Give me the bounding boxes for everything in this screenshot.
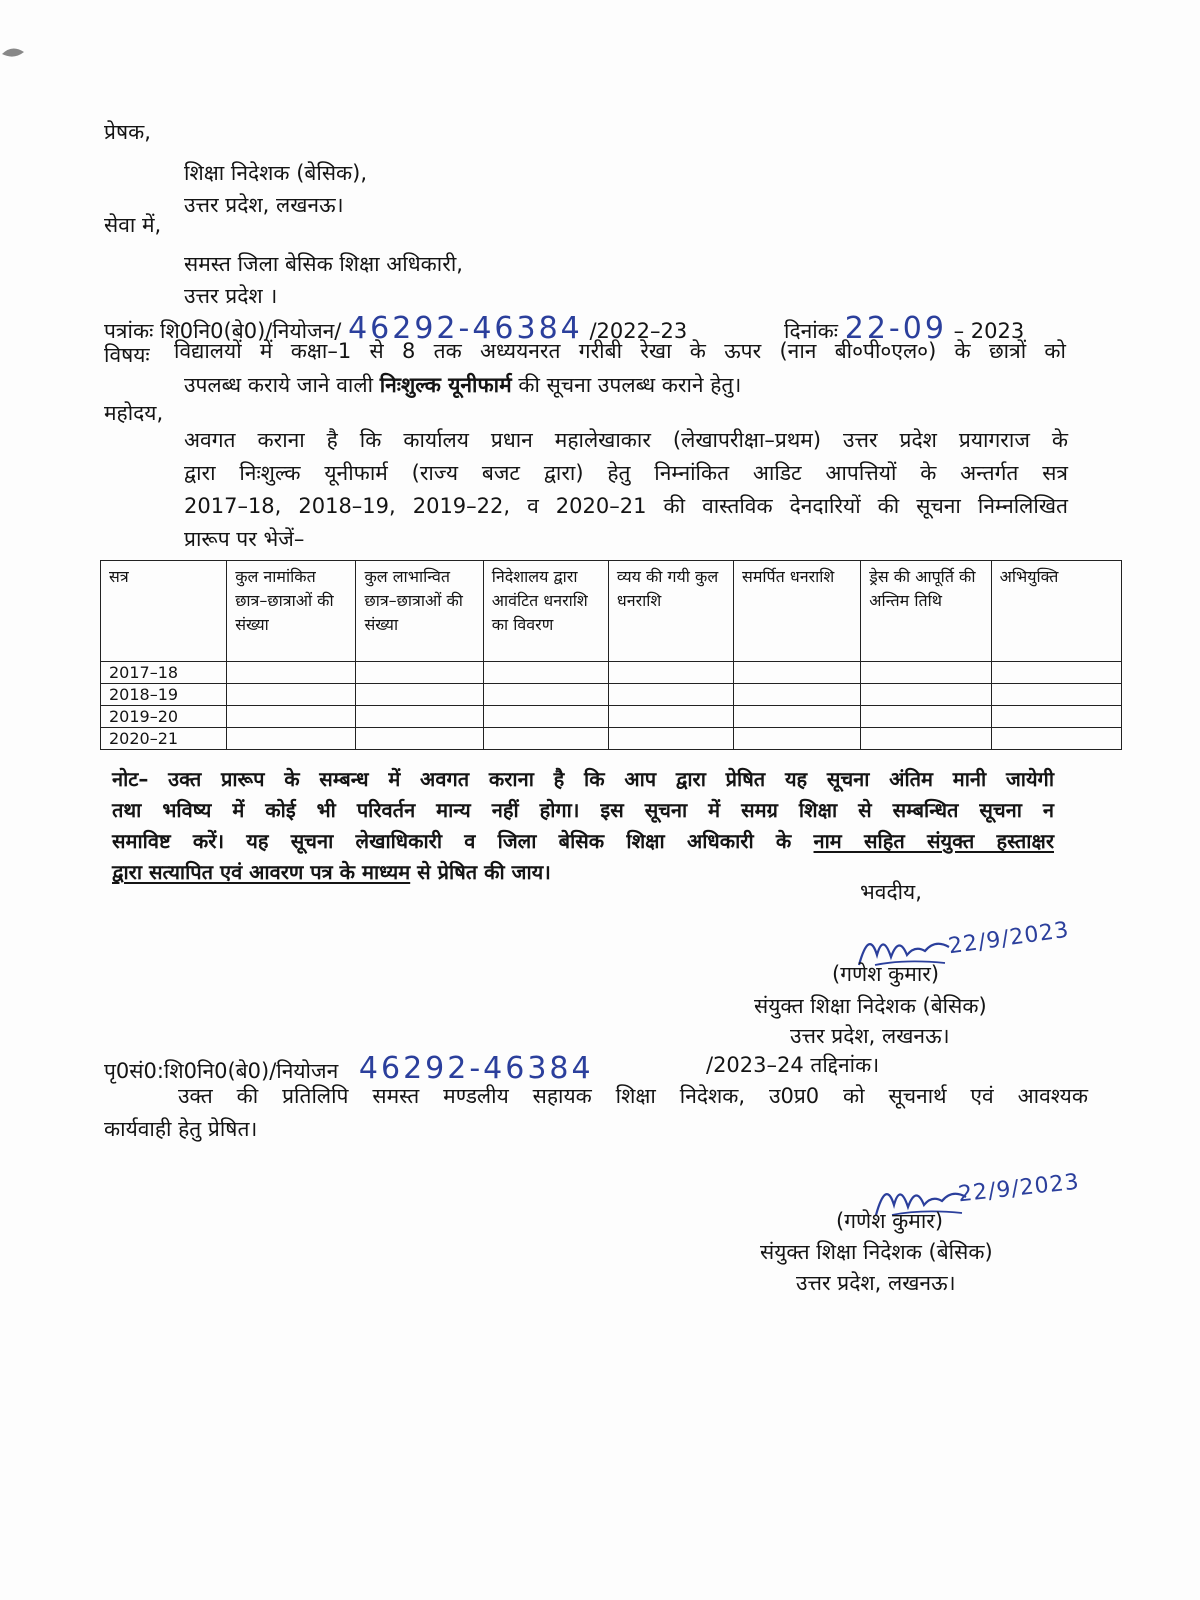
signatory-designation: संयुक्त शिक्षा निदेशक (बेसिक) — [754, 994, 987, 1018]
table-cell — [861, 684, 991, 706]
note-line3-pre: समाविष्ट करें। यह सूचना लेखाधिकारी व जिला बेसिक शिक्षा अधिकारी के — [112, 829, 814, 853]
subject-label: विषयः — [104, 343, 150, 367]
note-line4-post: से प्रेषित की जाय। — [410, 860, 551, 884]
signatory2-place: उत्तर प्रदेश, लखनऊ। — [796, 1271, 956, 1295]
copy-line2: कार्यवाही हेतु प्रेषित। — [104, 1117, 258, 1141]
note-paragraph — [112, 764, 1054, 888]
subject-line2 — [184, 371, 741, 399]
body-paragraph — [184, 424, 1068, 556]
recipient-label: सेवा में, — [104, 213, 162, 237]
note-label: नोट– — [112, 767, 149, 791]
sender-label: प्रेषक, — [104, 120, 151, 144]
table-header-row — [101, 561, 1122, 662]
signatory2-designation: संयुक्त शिक्षा निदेशक (बेसिक) — [760, 1240, 993, 1264]
reference-year: /2022–23 — [589, 319, 688, 343]
table-cell — [861, 662, 991, 684]
table-cell — [608, 706, 733, 728]
subject-line1: विद्यालयों में कक्षा–1 से 8 तक अध्ययनरत गरीबी रेखा के ऊपर (नान बी०पी०एल०) के छात्रों को — [174, 339, 1066, 363]
salutation: महोदय, — [104, 401, 164, 425]
corner-mark — [0, 38, 28, 66]
body-line4: प्रारूप पर भेजें– — [184, 527, 305, 551]
table-cell — [991, 662, 1121, 684]
table-row — [101, 706, 1122, 728]
note-line3 — [112, 826, 1054, 857]
table-cell — [227, 684, 356, 706]
reference-handwritten-number: 46292-46384 — [348, 311, 583, 346]
recipient-line2: उत्तर प्रदेश । — [184, 284, 278, 308]
table-header: कुल नामांकित छात्र–छात्राओं की संख्या — [227, 561, 356, 662]
subject-line2-post: की सूचना उपलब्ध कराने हेतु। — [511, 373, 742, 397]
table-cell — [991, 728, 1121, 750]
note-line2: तथा भविष्य में कोई भी परिवर्तन मान्य नहीं होगा। इस सूचना में समग्र शिक्षा से सम्बन्धित सूचना न — [112, 798, 1054, 822]
table-header: सत्र — [101, 561, 227, 662]
table-cell — [227, 706, 356, 728]
table-cell — [734, 728, 861, 750]
table-cell — [227, 662, 356, 684]
table-row — [101, 662, 1122, 684]
table-cell — [483, 684, 608, 706]
table-cell — [227, 728, 356, 750]
table-cell — [608, 728, 733, 750]
signature-date: 22/9/2023 — [946, 917, 1071, 960]
table-cell — [991, 706, 1121, 728]
body-line3: 2017–18, 2018–19, 2019–22, व 2020–21 की वास्तविक देनदारियों की सूचना निम्नलिखित — [184, 494, 1068, 518]
session-cell: 2018–19 — [101, 684, 227, 706]
recipient-line1: समस्त जिला बेसिक शिक्षा अधिकारी, — [184, 252, 463, 276]
table-cell — [734, 706, 861, 728]
table-row — [101, 728, 1122, 750]
table-cell — [483, 728, 608, 750]
table-header: कुल लाभान्वित छात्र–छात्राओं की संख्या — [356, 561, 483, 662]
copy-prefix: पृ0सं0:शि0नि0(बे0)/नियोजन — [104, 1059, 339, 1083]
table-cell — [608, 662, 733, 684]
closing: भवदीय, — [860, 880, 922, 904]
date-label: दिनांकः — [784, 319, 839, 343]
copy-paragraph — [104, 1080, 1088, 1146]
table-header: समर्पित धनराशि — [734, 561, 861, 662]
signatory2-name: (गणेश कुमार) — [836, 1209, 944, 1233]
note-line1-text: उक्त प्रारूप के सम्बन्ध में अवगत कराना है कि आप द्वारा प्रेषित यह सूचना अंतिम मानी जायेगी — [148, 767, 1054, 791]
table-cell — [734, 662, 861, 684]
table-cell — [608, 684, 733, 706]
copy-handwritten-number: 46292-46384 — [358, 1051, 594, 1086]
note-line4-underlined: द्वारा सत्यापित एवं आवरण पत्र के माध्यम — [112, 860, 411, 884]
date-year: – 2023 — [953, 319, 1025, 343]
table-header: ड्रेस की आपूर्ति की अन्तिम तिथि — [861, 561, 991, 662]
signature-date-2: 22/9/2023 — [957, 1169, 1081, 1208]
note-line1 — [112, 764, 1054, 795]
table-cell — [356, 706, 483, 728]
body-line1: अवगत कराना है कि कार्यालय प्रधान महालेखाकार (लेखापरीक्षा–प्रथम) उत्तर प्रदेश प्रयागराज के — [184, 428, 1068, 452]
table-cell — [356, 728, 483, 750]
signatory-name: (गणेश कुमार) — [832, 962, 940, 986]
copy-suffix: /2023–24 तद्दिनांक। — [706, 1053, 880, 1077]
table-cell — [861, 728, 991, 750]
subject-line2-bold: निःशुल्क यूनीफार्म — [379, 373, 512, 397]
sender-line1: शिक्षा निदेशक (बेसिक), — [184, 161, 368, 185]
handwritten-date: 22-09 — [844, 311, 947, 346]
sender-line2: उत्तर प्रदेश, लखनऊ। — [184, 193, 344, 217]
table-cell — [861, 706, 991, 728]
reference-prefix: पत्रांकः शि0नि0(बे0)/नियोजन/ — [104, 319, 342, 343]
signatory-place: उत्तर प्रदेश, लखनऊ। — [790, 1024, 950, 1048]
table-header: अभियुक्ति — [991, 561, 1121, 662]
table-cell — [483, 662, 608, 684]
table-cell — [356, 684, 483, 706]
format-table — [100, 560, 1122, 750]
table-header: व्यय की गयी कुल धनराशि — [608, 561, 733, 662]
session-cell: 2019–20 — [101, 706, 227, 728]
table-cell — [991, 684, 1121, 706]
table-cell — [734, 684, 861, 706]
body-line2: द्वारा निःशुल्क यूनीफार्म (राज्य बजट द्वारा) हेतु निम्नांकित आडिट आपत्तियों के अन्तर्गत सत्र — [184, 461, 1068, 485]
note-line3-underlined: नाम सहित संयुक्त हस्ताक्षर — [813, 829, 1054, 853]
session-cell: 2020–21 — [101, 728, 227, 750]
table-cell — [356, 662, 483, 684]
table-cell — [483, 706, 608, 728]
subject — [174, 335, 1066, 368]
table-row — [101, 684, 1122, 706]
copy-line1: उक्त की प्रतिलिपि समस्त मण्डलीय सहायक शिक्षा निदेशक, उ0प्र0 को सूचनार्थ एवं आवश्यक — [178, 1084, 1088, 1108]
session-cell: 2017–18 — [101, 662, 227, 684]
subject-line2-pre: उपलब्ध कराये जाने वाली — [184, 373, 380, 397]
table-header: निदेशालय द्वारा आवंटित धनराशि का विवरण — [483, 561, 608, 662]
